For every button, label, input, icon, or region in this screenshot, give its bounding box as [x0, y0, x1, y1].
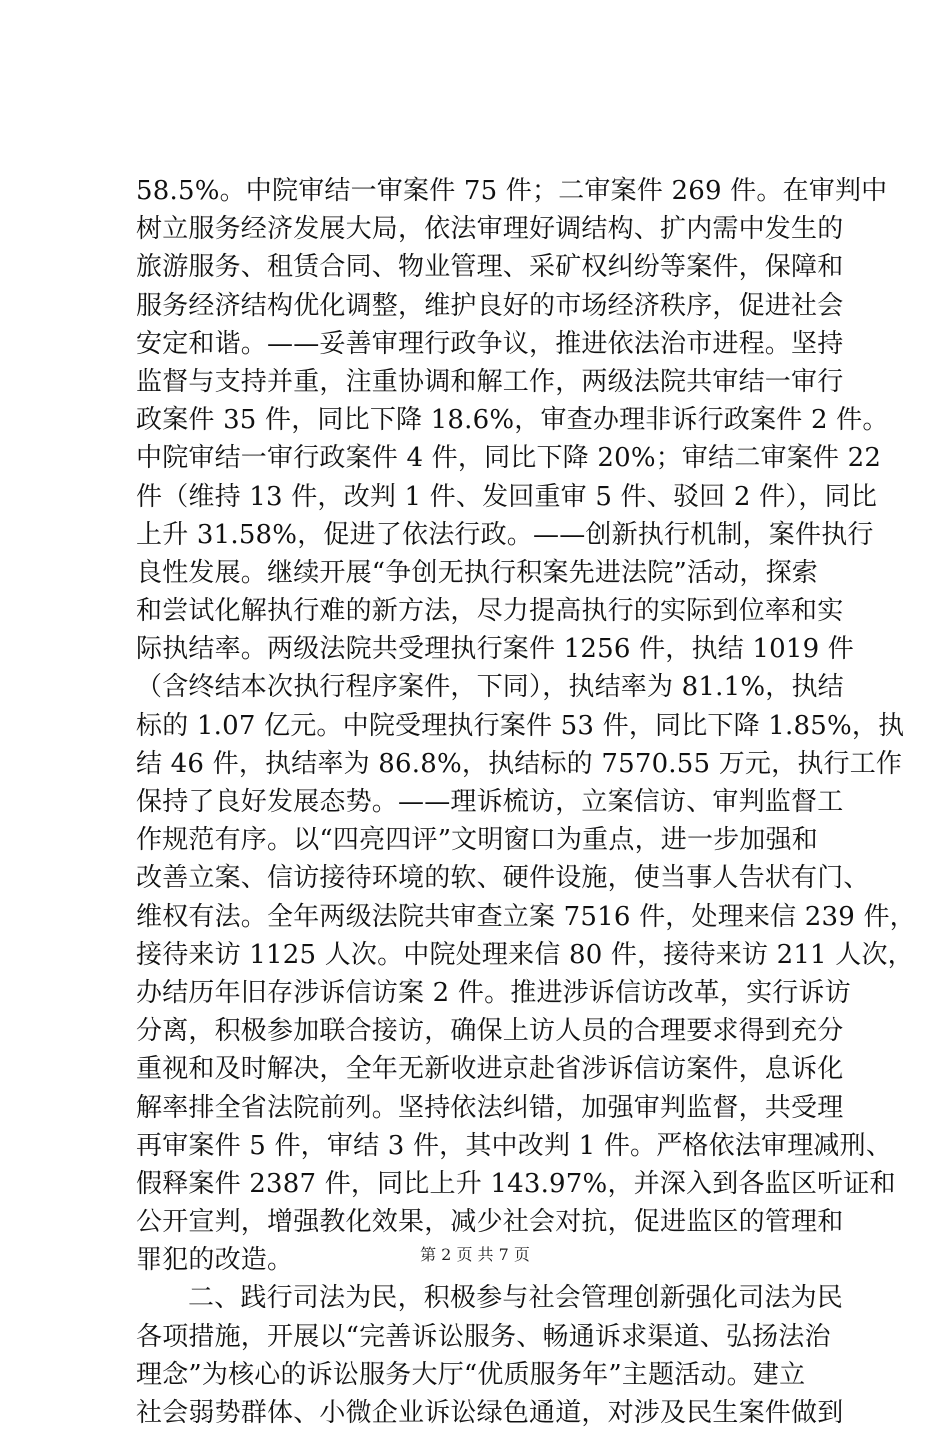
text-line: 作规范有序。以“四亮四评”文明窗口为重点，进一步加强和: [136, 825, 818, 856]
text-line: 结 46 件，执结率为 86.8%，执结标的 7570.55 万元，执行工作: [136, 748, 903, 779]
text-line: 维权有法。全年两级法院共审查立案 7516 件，处理来信 239 件，: [136, 901, 916, 932]
text-line: 罪犯的改造。: [136, 1245, 294, 1276]
text-line: 和尝试化解执行难的新方法，尽力提高执行的实际到位率和实: [136, 596, 844, 627]
text-line: 际执结率。两级法院共受理执行案件 1256 件，执结 1019 件: [136, 634, 854, 665]
text-line: 安定和谐。——妥善审理行政争议，推进依法治市进程。坚持: [136, 328, 844, 359]
text-line: （含终结本次执行程序案件，下同），执结率为 81.1%，执结: [136, 672, 844, 703]
text-line: 再审案件 5 件，审结 3 件，其中改判 1 件。严格依法审理减刑、: [136, 1130, 893, 1161]
text-line: 政案件 35 件，同比下降 18.6%，审查办理非诉行政案件 2 件。: [136, 405, 889, 436]
text-line: 接待来访 1125 人次。中院处理来信 80 件，接待来访 211 人次，: [136, 939, 914, 970]
body-text: [136, 172, 916, 1432]
text-line: 公开宣判，增强教化效果，减少社会对抗，促进监区的管理和: [136, 1207, 844, 1238]
text-line: 各项措施，开展以“完善诉讼服务、畅通诉求渠道、弘扬法治: [136, 1321, 831, 1352]
text-line: 服务经济结构优化调整，维护良好的市场经济秩序，促进社会: [136, 290, 844, 321]
text-line: 办结历年旧存涉诉信访案 2 件。推进涉诉信访改革，实行诉访: [136, 977, 851, 1008]
paragraph-start-line: 二、践行司法为民，积极参与社会管理创新强化司法为民: [188, 1283, 844, 1314]
text-line: 分离，积极参加联合接访，确保上访人员的合理要求得到充分: [136, 1016, 844, 1047]
text-line: 重视和及时解决，全年无新收进京赴省涉诉信访案件，息诉化: [136, 1054, 844, 1085]
text-line: 旅游服务、租赁合同、物业管理、采矿权纠纷等案件，保障和: [136, 252, 844, 283]
text-line: 改善立案、信访接待环境的软、硬件设施，使当事人告状有门、: [136, 863, 870, 894]
text-line: 良性发展。继续开展“争创无执行积案先进法院”活动，探索: [136, 557, 818, 588]
text-line: 社会弱势群体、小微企业诉讼绿色通道，对涉及民生案件做到: [136, 1398, 844, 1428]
text-line: 监督与支持并重，注重协调和解工作，两级法院共审结一审行: [136, 366, 844, 397]
text-line: 中院审结一审行政案件 4 件，同比下降 20%；审结二审案件 22: [136, 443, 882, 474]
text-line: 58.5%。中院审结一审案件 75 件；二审案件 269 件。在审判中: [136, 176, 888, 206]
text-line: 上升 31.58%，促进了依法行政。——创新执行机制，案件执行: [136, 519, 874, 550]
text-line: 理念”为核心的诉讼服务大厅“优质服务年”主题活动。建立: [136, 1359, 806, 1390]
text-line: 标的 1.07 亿元。中院受理执行案件 53 件，同比下降 1.85%，执: [136, 710, 905, 741]
text-line: 保持了良好发展态势。——理诉梳访，立案信访、审判监督工: [136, 787, 844, 817]
text-line: 树立服务经济发展大局，依法审理好调结构、扩内需中发生的: [136, 214, 844, 245]
page-footer: 第 2 页 共 7 页: [420, 1245, 530, 1264]
text-line: 件（维持 13 件，改判 1 件、发回重审 5 件、驳回 2 件），同比: [136, 481, 878, 512]
text-line: 解率排全省法院前列。坚持依法纠错，加强审判监督，共受理: [136, 1092, 844, 1123]
text-line: 假释案件 2387 件，同比上升 143.97%，并深入到各监区听证和: [136, 1168, 896, 1199]
